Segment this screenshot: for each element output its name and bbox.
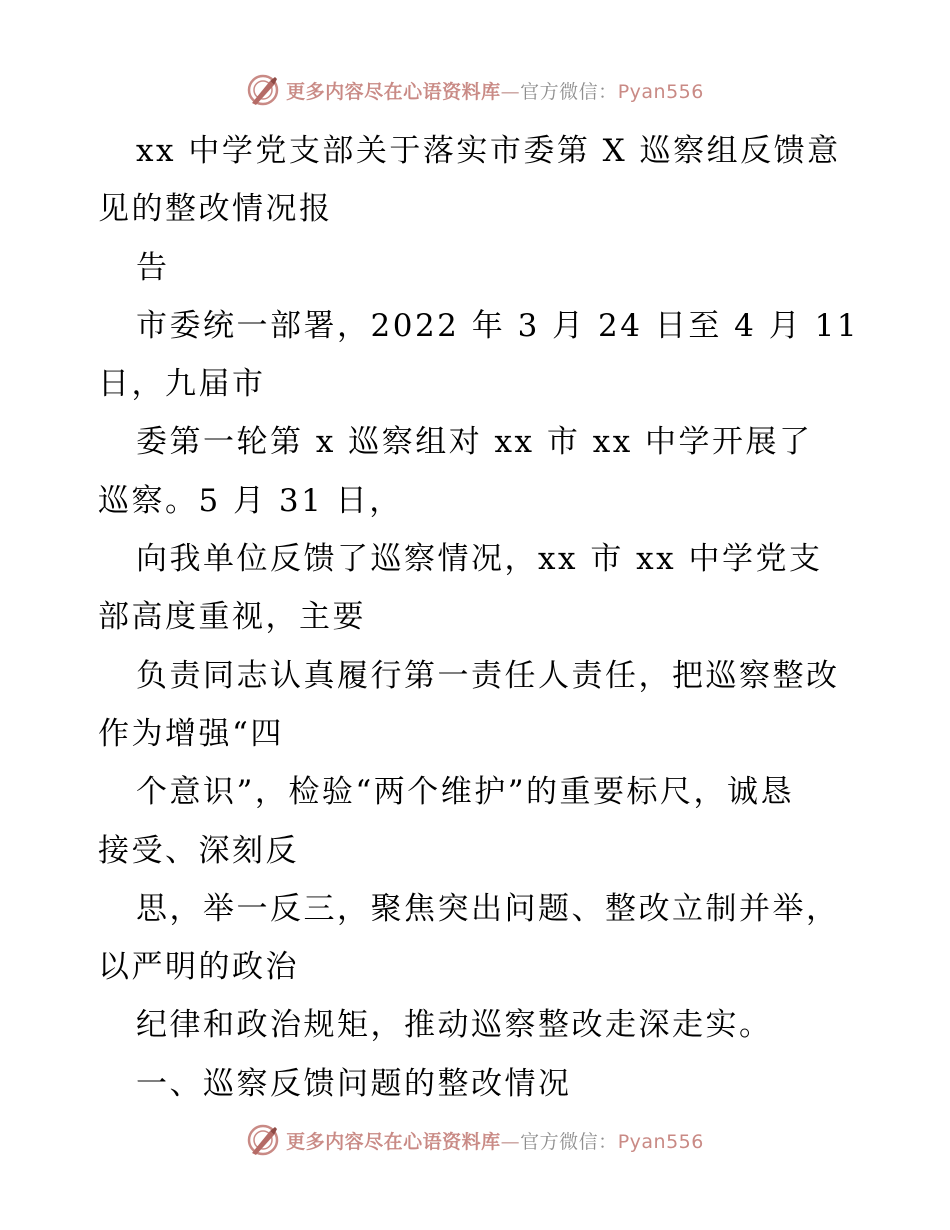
watermark-sub: 官方微信： [520, 1130, 618, 1153]
text-line: 日，九届市 [98, 366, 266, 403]
watermark-id: Pyan556 [617, 80, 704, 103]
watermark-dash: — [500, 1130, 521, 1153]
document-body [98, 122, 858, 1113]
watermark-sub: 官方微信： [520, 80, 618, 103]
text-line: 向我单位反馈了巡察情况，xx 市 xx 中学党支 [136, 541, 823, 578]
watermark-text [286, 1127, 704, 1154]
watermark-text [286, 77, 704, 104]
text-line: 巡察。5 月 31 日， [98, 482, 403, 519]
text-line: 一、巡察反馈问题的整改情况 [136, 1065, 572, 1102]
text-line: 作为增强“四 [98, 715, 284, 752]
watermark-dash: — [500, 80, 521, 103]
text-line: 个意识”，检验“两个维护”的重要标尺，诚恳 [136, 774, 795, 811]
watermark-id: Pyan556 [617, 1130, 704, 1153]
watermark-footer [0, 1120, 950, 1160]
text-line: 委第一轮第 x 巡察组对 xx 市 xx 中学开展了 [136, 424, 813, 461]
watermark-header [0, 70, 950, 110]
text-line: 部高度重视，主要 [98, 599, 366, 636]
text-line: 以严明的政治 [98, 949, 299, 986]
text-line: 思，举一反三，聚焦突出问题、整改立制并举， [136, 890, 840, 927]
text-line: xx 中学党支部关于落实市委第 X 巡察组反馈意 [136, 133, 841, 169]
text-line: 接受、深刻反 [98, 832, 299, 869]
text-line: 负责同志认真履行第一责任人责任，把巡察整改 [136, 657, 840, 694]
text-line: 见的整改情况报 [98, 191, 333, 228]
watermark-main: 更多内容尽在心语资料库 [286, 1130, 501, 1153]
text-line: 市委统一部署，2022 年 3 月 24 日至 4 月 11 [136, 307, 860, 344]
pen-logo-icon [246, 1123, 280, 1157]
watermark-main: 更多内容尽在心语资料库 [286, 80, 501, 103]
pen-logo-icon [246, 73, 280, 107]
text-line: 告 [136, 249, 170, 286]
text-line: 纪律和政治规矩，推动巡察整改走深走实。 [136, 1007, 773, 1044]
